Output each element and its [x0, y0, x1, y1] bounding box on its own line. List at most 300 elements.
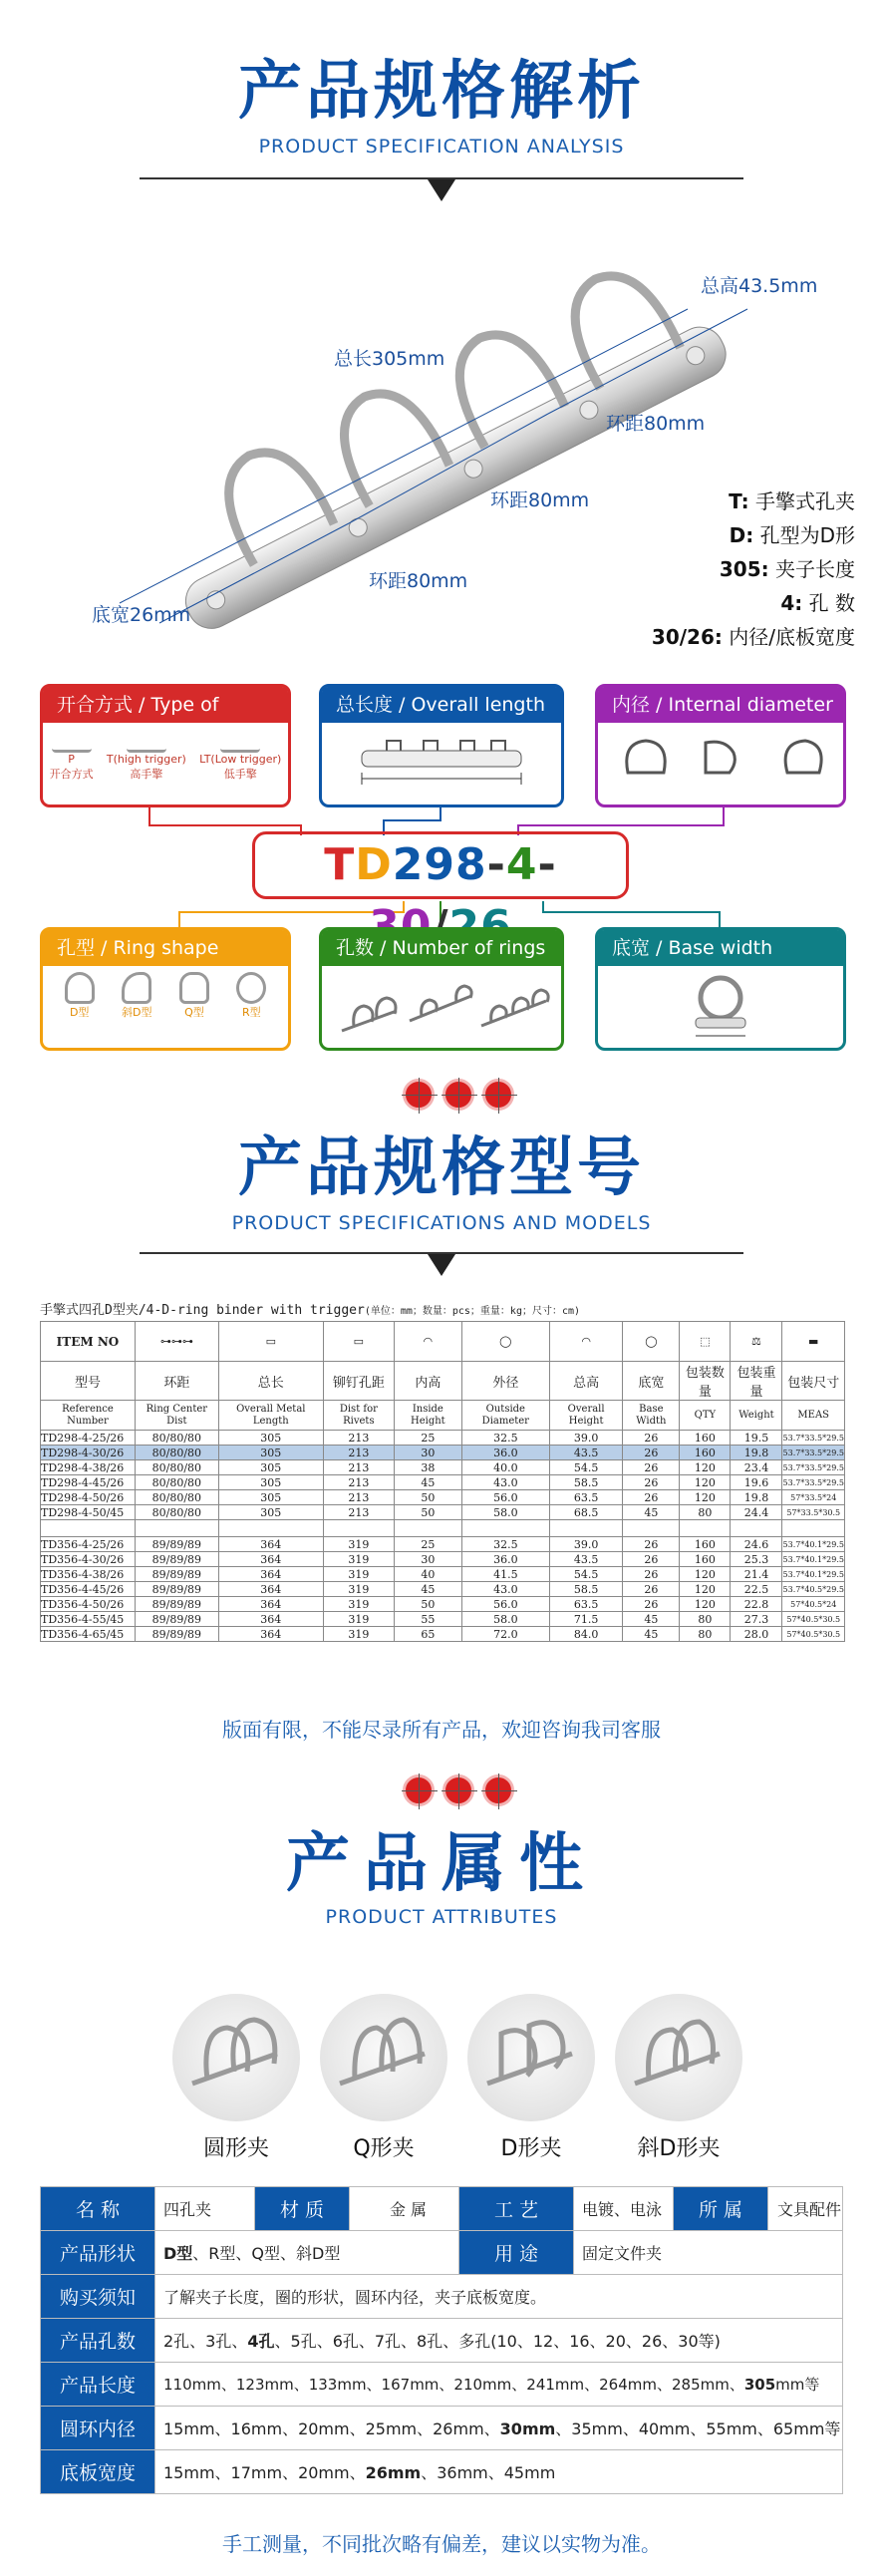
- table-cell: 80/80/80: [135, 1446, 218, 1460]
- table-note: 版面有限，不能尽录所有产品，欢迎咨询我司客服: [222, 1718, 661, 1742]
- table-cell: 364: [218, 1537, 323, 1552]
- attr-row: [41, 2231, 843, 2275]
- ring-count-box: [319, 927, 564, 1051]
- section3-title: 产品属性: [286, 1827, 597, 1901]
- table-cell: 58.5: [549, 1475, 622, 1490]
- attr-value: 了解夹子长度，圈的形状，圆环内径，夹子底板宽度。: [155, 2275, 843, 2319]
- table-cell: 43.0: [461, 1475, 549, 1490]
- attr-row: [41, 2450, 843, 2494]
- header-cn-cell: 内高: [394, 1362, 461, 1401]
- diameter-box-title: 内径 / Internal diameter: [598, 687, 843, 723]
- header-cn-cell: 环距: [135, 1362, 218, 1401]
- table-cell: 120: [680, 1582, 731, 1597]
- table-cell: 160: [680, 1552, 731, 1567]
- table-cell: 53.7*33.5*29.5: [782, 1460, 845, 1475]
- dim-pitch-2: 环距80mm: [490, 489, 590, 511]
- table-cell: 43.5: [549, 1446, 622, 1460]
- shape-label-slant-d: 斜D形夹: [637, 2136, 721, 2161]
- table-cell: [623, 1520, 680, 1537]
- section2-subtitle: PRODUCT SPECIFICATIONS AND MODELS: [231, 1212, 652, 1234]
- table-cell: 24.4: [731, 1505, 782, 1520]
- trigger-name: 高手擎: [130, 768, 163, 781]
- inside-height-icon: ◠: [394, 1322, 461, 1362]
- table-cell: 63.5: [549, 1597, 622, 1612]
- table-cell: 305: [218, 1505, 323, 1520]
- attr-value-pre: 15mm、17mm、20mm、: [163, 2463, 366, 2482]
- table-cell: 28.0: [731, 1627, 782, 1642]
- table-row: [41, 1460, 845, 1475]
- table-gap-row: [41, 1520, 845, 1537]
- shape-option: [65, 972, 95, 1020]
- header-en-cell: MEAS: [782, 1401, 845, 1431]
- icon-header-row: [41, 1322, 845, 1362]
- table-cell: 26: [623, 1582, 680, 1597]
- trigger-code: LT(Low trigger): [199, 753, 282, 766]
- header-en-cell: Inside Height: [394, 1401, 461, 1431]
- table-row: [41, 1537, 845, 1552]
- table-cell: 89/89/89: [135, 1627, 218, 1642]
- table-cell: 36.0: [461, 1446, 549, 1460]
- table-row: [41, 1627, 845, 1642]
- header-en-cell: Outside Diameter: [461, 1401, 549, 1431]
- table-cell: 26: [623, 1460, 680, 1475]
- decor-dots: [403, 1079, 514, 1111]
- table-cell: 56.0: [461, 1597, 549, 1612]
- target-dot-icon: [442, 1079, 474, 1111]
- table-row: [41, 1597, 845, 1612]
- table-cell: 19.8: [731, 1446, 782, 1460]
- code-trigger: T: [324, 839, 356, 890]
- header-cn-cell: 总高: [549, 1362, 622, 1401]
- table-cell: 53.7*33.5*29.5: [782, 1475, 845, 1490]
- legend-value: 孔 数: [808, 591, 855, 615]
- legend-value: 孔型为D形: [759, 523, 855, 547]
- table-cell: 80: [680, 1612, 731, 1627]
- table-cell: 72.0: [461, 1627, 549, 1642]
- decor-dots: [403, 1774, 514, 1806]
- attr-key: 底板宽度: [41, 2450, 155, 2494]
- trigger-name: 开合方式: [49, 768, 94, 781]
- length-icon: ▭: [218, 1322, 323, 1362]
- base-width-diagram-icon: [598, 966, 843, 1044]
- table-cell: 57*40.5*30.5: [782, 1612, 845, 1627]
- shape-option: [179, 972, 209, 1020]
- legend-key: T:: [729, 489, 749, 513]
- table-cell: TD356-4-45/26: [41, 1582, 136, 1597]
- table-cell: 40.0: [461, 1460, 549, 1475]
- table-cell: 26: [623, 1431, 680, 1446]
- table-cell: 26: [623, 1597, 680, 1612]
- header-cn-cell: 铆钉孔距: [323, 1362, 394, 1401]
- table-cell: 43.5: [549, 1552, 622, 1567]
- table-cell: 89/89/89: [135, 1597, 218, 1612]
- table-cell: 23.4: [731, 1460, 782, 1475]
- target-dot-icon: [403, 1079, 435, 1111]
- table-cell: 50: [394, 1490, 461, 1505]
- carton-icon: ▬: [782, 1322, 845, 1362]
- table-cell: TD356-4-38/26: [41, 1567, 136, 1582]
- header-cn-row: [41, 1362, 845, 1401]
- table-cell: 305: [218, 1431, 323, 1446]
- attr-value: [155, 2319, 843, 2363]
- table-cell: 53.7*33.5*29.5: [782, 1446, 845, 1460]
- table-cell: 364: [218, 1567, 323, 1582]
- table-cell: 27.3: [731, 1612, 782, 1627]
- table-cell: 65: [394, 1627, 461, 1642]
- table-cell: TD298-4-38/26: [41, 1460, 136, 1475]
- table-cell: 319: [323, 1612, 394, 1627]
- table-cell: [135, 1520, 218, 1537]
- header-en-cell: Ring Center Dist: [135, 1401, 218, 1431]
- table-cell: 45: [623, 1612, 680, 1627]
- code-shape: D: [355, 839, 393, 890]
- table-cell: TD298-4-30/26: [41, 1446, 136, 1460]
- legend-key: 4:: [780, 591, 803, 615]
- table-cell: 89/89/89: [135, 1537, 218, 1552]
- table-cell: 26: [623, 1446, 680, 1460]
- rivet-dist-icon: ▭: [323, 1322, 394, 1362]
- table-cell: 84.0: [549, 1627, 622, 1642]
- table-cell: 50: [394, 1505, 461, 1520]
- table-cell: 80/80/80: [135, 1460, 218, 1475]
- table-caption: [40, 1299, 580, 1318]
- table-cell: 213: [323, 1431, 394, 1446]
- table-cell: TD356-4-50/26: [41, 1597, 136, 1612]
- table-cell: 25: [394, 1537, 461, 1552]
- trigger-name: 低手擎: [223, 768, 257, 781]
- attr-key: 所 属: [674, 2187, 768, 2231]
- code-legend: [652, 484, 855, 654]
- attr-key: 名 称: [41, 2187, 155, 2231]
- target-dot-icon: [403, 1774, 435, 1806]
- attr-value: [155, 2450, 843, 2494]
- header-en-cell: Overall Height: [549, 1401, 622, 1431]
- attr-value-rest: 、R型、Q型、斜D型: [192, 2244, 341, 2263]
- trigger-box-title: 开合方式 / Type of trigger: [43, 687, 288, 723]
- attr-value-pre: 110mm、123mm、133mm、167mm、210mm、241mm、264mm、285mm、: [163, 2376, 744, 2394]
- ring-count-diagram-icon: [322, 966, 561, 1044]
- table-cell: 120: [680, 1567, 731, 1582]
- section1-title: 产品规格解析: [238, 55, 645, 129]
- table-cell: 53.7*33.5*29.5: [782, 1431, 845, 1446]
- legend-key: 30/26:: [651, 625, 723, 649]
- table-cell: 36.0: [461, 1552, 549, 1567]
- table-cell: 24.6: [731, 1537, 782, 1552]
- table-row: [41, 1582, 845, 1597]
- table-cell: 41.5: [461, 1567, 549, 1582]
- attr-key: 产品形状: [41, 2231, 155, 2275]
- table-cell: 19.6: [731, 1475, 782, 1490]
- ring-dist-icon: ⊶⊶⊶: [135, 1322, 218, 1362]
- down-arrow-icon: [428, 179, 455, 201]
- table-cell: 213: [323, 1446, 394, 1460]
- table-cell: 32.5: [461, 1431, 549, 1446]
- table-cell: [394, 1520, 461, 1537]
- table-cell: 63.5: [549, 1490, 622, 1505]
- table-cell: [731, 1520, 782, 1537]
- table-row: [41, 1552, 845, 1567]
- attr-row: [41, 2187, 843, 2231]
- table-cell: 364: [218, 1612, 323, 1627]
- shape-label: 斜D型: [122, 1006, 152, 1019]
- header-en-cell: Weight: [731, 1401, 782, 1431]
- table-cell: 22.5: [731, 1582, 782, 1597]
- table-cell: 57*33.5*24: [782, 1490, 845, 1505]
- attr-value-bold: 4孔: [247, 2332, 275, 2351]
- table-cell: TD356-4-25/26: [41, 1537, 136, 1552]
- table-cell: 160: [680, 1537, 731, 1552]
- table-row: [41, 1446, 845, 1460]
- table-cell: 58.0: [461, 1505, 549, 1520]
- table-cell: [782, 1520, 845, 1537]
- attr-key: 产品长度: [41, 2363, 155, 2407]
- attr-value: [155, 2231, 459, 2275]
- table-cell: 26: [623, 1537, 680, 1552]
- table-cell: 58.5: [549, 1582, 622, 1597]
- table-cell: 58.0: [461, 1612, 549, 1627]
- legend-value: 夹子长度: [775, 557, 855, 581]
- ring-count-box-title: 孔数 / Number of rings: [322, 930, 561, 966]
- header-cn-cell: 型号: [41, 1362, 136, 1401]
- section2-title: 产品规格型号: [238, 1131, 645, 1205]
- table-cell: [461, 1520, 549, 1537]
- attr-value-bold: D型: [163, 2244, 193, 2263]
- attr-value-post: 、5孔、6孔、7孔、8孔、多孔(10、12、16、20、26、30等): [274, 2332, 721, 2351]
- trigger-code: T(high trigger): [106, 753, 186, 766]
- attr-row: [41, 2319, 843, 2363]
- table-cell: 160: [680, 1431, 731, 1446]
- attr-key: 圆环内径: [41, 2407, 155, 2450]
- table-cell: 22.8: [731, 1597, 782, 1612]
- slant-d-ring-icon: [122, 972, 151, 1004]
- table-cell: 305: [218, 1460, 323, 1475]
- attr-value-pre: 2孔、3孔、: [163, 2332, 248, 2351]
- header-en-cell: Reference Number: [41, 1401, 136, 1431]
- length-box: [319, 684, 564, 807]
- table-cell: [680, 1520, 731, 1537]
- table-cell: 364: [218, 1582, 323, 1597]
- attr-value: 固定文件夹: [574, 2231, 843, 2275]
- table-cell: 120: [680, 1597, 731, 1612]
- table-cell: 319: [323, 1537, 394, 1552]
- table-row: [41, 1431, 845, 1446]
- table-cell: 45: [394, 1582, 461, 1597]
- legend-key: D:: [729, 523, 754, 547]
- table-cell: 80/80/80: [135, 1490, 218, 1505]
- attr-value-post: 、36mm、45mm: [421, 2463, 556, 2482]
- table-cell: [41, 1520, 136, 1537]
- table-cell: 213: [323, 1460, 394, 1475]
- table-cell: 305: [218, 1490, 323, 1505]
- base-width-box: [595, 927, 846, 1051]
- table-cell: 319: [323, 1552, 394, 1567]
- r-ring-icon: [236, 972, 266, 1004]
- table-cell: 57*33.5*30.5: [782, 1505, 845, 1520]
- trigger-option: [199, 729, 281, 782]
- table-cell: [218, 1520, 323, 1537]
- trigger-option: [50, 729, 94, 782]
- header-cn-cell: 包装数量: [680, 1362, 731, 1401]
- table-cell: 30: [394, 1552, 461, 1567]
- diameter-box: [595, 684, 846, 807]
- table-cell: 26: [623, 1567, 680, 1582]
- outside-diameter-icon: ◯: [461, 1322, 549, 1362]
- header-cn-cell: 总长: [218, 1362, 323, 1401]
- table-cell: 56.0: [461, 1490, 549, 1505]
- attr-value-post: 、35mm、40mm、55mm、65mm等: [555, 2419, 841, 2438]
- table-cell: 57*40.5*30.5: [782, 1627, 845, 1642]
- ring-shape-box-title: 孔型 / Ring shape: [43, 930, 288, 966]
- table-cell: 38: [394, 1460, 461, 1475]
- table-cell: 68.5: [549, 1505, 622, 1520]
- dim-pitch-1: 环距80mm: [606, 413, 706, 435]
- table-cell: 80/80/80: [135, 1431, 218, 1446]
- table-cell: 53.7*40.5*29.5: [782, 1582, 845, 1597]
- table-cell: TD356-4-55/45: [41, 1612, 136, 1627]
- q-ring-icon: [179, 972, 209, 1004]
- header-item-no: ITEM NO: [41, 1322, 136, 1362]
- attr-value: 金 属: [350, 2187, 459, 2231]
- base-width-box-title: 底宽 / Base width: [598, 930, 843, 966]
- section1-subtitle: PRODUCT SPECIFICATION ANALYSIS: [258, 136, 625, 158]
- table-cell: 43.0: [461, 1582, 549, 1597]
- length-diagram-icon: [322, 723, 561, 793]
- table-caption-text: 手擎式四孔D型夹/4-D-ring binder with trigger: [40, 1303, 365, 1318]
- header-en-cell: Base Width: [623, 1401, 680, 1431]
- table-cell: 89/89/89: [135, 1552, 218, 1567]
- table-cell: 45: [623, 1627, 680, 1642]
- legend-key: 305:: [719, 557, 769, 581]
- table-cell: 80: [680, 1627, 731, 1642]
- table-cell: TD356-4-65/45: [41, 1627, 136, 1642]
- table-cell: 213: [323, 1490, 394, 1505]
- table-cell: TD298-4-45/26: [41, 1475, 136, 1490]
- attr-value: 文具配件: [768, 2187, 843, 2231]
- header-cn-cell: 底宽: [623, 1362, 680, 1401]
- target-dot-icon: [482, 1774, 514, 1806]
- table-cell: 319: [323, 1627, 394, 1642]
- table-cell: 89/89/89: [135, 1582, 218, 1597]
- dim-total-height: 总高43.5mm: [701, 275, 818, 297]
- table-cell: 25: [394, 1431, 461, 1446]
- shape-label: D型: [69, 1006, 90, 1019]
- code-sep: -: [537, 839, 557, 890]
- table-cell: 319: [323, 1597, 394, 1612]
- trigger-box: [40, 684, 291, 807]
- attr-value: [155, 2363, 843, 2407]
- attr-value-bold: 305: [743, 2376, 776, 2394]
- diameter-diagram-icon: [598, 723, 843, 793]
- table-cell: 26: [623, 1490, 680, 1505]
- table-row: [41, 1612, 845, 1627]
- shape-option: [122, 972, 151, 1020]
- trigger-option: [107, 729, 186, 782]
- table-cell: 39.0: [549, 1431, 622, 1446]
- table-cell: [323, 1520, 394, 1537]
- code-rings: 4: [505, 839, 538, 890]
- table-cell: 120: [680, 1460, 731, 1475]
- attr-key: 工 艺: [459, 2187, 574, 2231]
- length-box-title: 总长度 / Overall length: [322, 687, 561, 723]
- table-cell: 53.7*40.1*29.5: [782, 1537, 845, 1552]
- table-cell: 319: [323, 1567, 394, 1582]
- target-dot-icon: [442, 1774, 474, 1806]
- d-ring-icon: [65, 972, 95, 1004]
- table-cell: 364: [218, 1552, 323, 1567]
- attr-value-bold: 30mm: [499, 2419, 556, 2438]
- table-cell: 26: [623, 1475, 680, 1490]
- table-cell: 53.7*40.1*29.5: [782, 1552, 845, 1567]
- attr-value: 四孔夹: [155, 2187, 255, 2231]
- attr-key: 购买须知: [41, 2275, 155, 2319]
- table-cell: 30: [394, 1446, 461, 1460]
- table-cell: 305: [218, 1475, 323, 1490]
- table-cell: 25.3: [731, 1552, 782, 1567]
- trigger-code: P: [68, 753, 75, 766]
- table-cell: 39.0: [549, 1537, 622, 1552]
- attributes-table: [40, 2186, 843, 2494]
- code-sep: -: [486, 839, 506, 890]
- ring-illustrations: [172, 1994, 742, 2121]
- shape-label: R型: [241, 1006, 261, 1019]
- code-length: 298: [392, 839, 487, 890]
- down-arrow-icon: [428, 1254, 455, 1276]
- ring-shape-box: [40, 927, 291, 1051]
- attr-key: 用 途: [459, 2231, 574, 2275]
- header-en-cell: Overall Metal Length: [218, 1401, 323, 1431]
- table-cell: 54.5: [549, 1567, 622, 1582]
- table-cell: 45: [394, 1475, 461, 1490]
- box-icon: ⬚: [680, 1322, 731, 1362]
- table-cell: [549, 1520, 622, 1537]
- binder-icon: [127, 729, 166, 753]
- attr-value-bold: 26mm: [365, 2463, 422, 2482]
- table-cell: 80/80/80: [135, 1505, 218, 1520]
- binder-icon: [220, 729, 260, 753]
- base-width-icon: ◯: [623, 1322, 680, 1362]
- table-cell: 305: [218, 1446, 323, 1460]
- section3-subtitle: PRODUCT ATTRIBUTES: [325, 1906, 558, 1928]
- dim-base-width: 底宽26mm: [92, 604, 191, 626]
- attr-value: [155, 2407, 843, 2450]
- table-cell: 213: [323, 1475, 394, 1490]
- table-cell: 21.4: [731, 1567, 782, 1582]
- table-row: [41, 1490, 845, 1505]
- attr-value-post: mm等: [775, 2376, 820, 2394]
- table-cell: 89/89/89: [135, 1612, 218, 1627]
- table-cell: 45: [623, 1505, 680, 1520]
- table-row: [41, 1567, 845, 1582]
- table-cell: TD298-4-25/26: [41, 1431, 136, 1446]
- table-row: [41, 1475, 845, 1490]
- table-row: [41, 1505, 845, 1520]
- table-cell: TD356-4-30/26: [41, 1552, 136, 1567]
- table-cell: 80: [680, 1505, 731, 1520]
- header-cn-cell: 包装尺寸: [782, 1362, 845, 1401]
- shape-label: Q型: [184, 1006, 204, 1019]
- overall-height-icon: ◠: [549, 1322, 622, 1362]
- table-cell: 55: [394, 1612, 461, 1627]
- table-cell: TD298-4-50/45: [41, 1505, 136, 1520]
- table-cell: 19.8: [731, 1490, 782, 1505]
- table-cell: 19.5: [731, 1431, 782, 1446]
- table-cell: 57*40.5*24: [782, 1597, 845, 1612]
- weight-icon: ⚖: [731, 1322, 782, 1362]
- table-units: (单位：mm；数量：pcs；重量：kg；尺寸：cm): [364, 1306, 581, 1317]
- binder-icon: [52, 729, 92, 753]
- target-dot-icon: [482, 1079, 514, 1111]
- shape-label-d: D形夹: [500, 2136, 562, 2161]
